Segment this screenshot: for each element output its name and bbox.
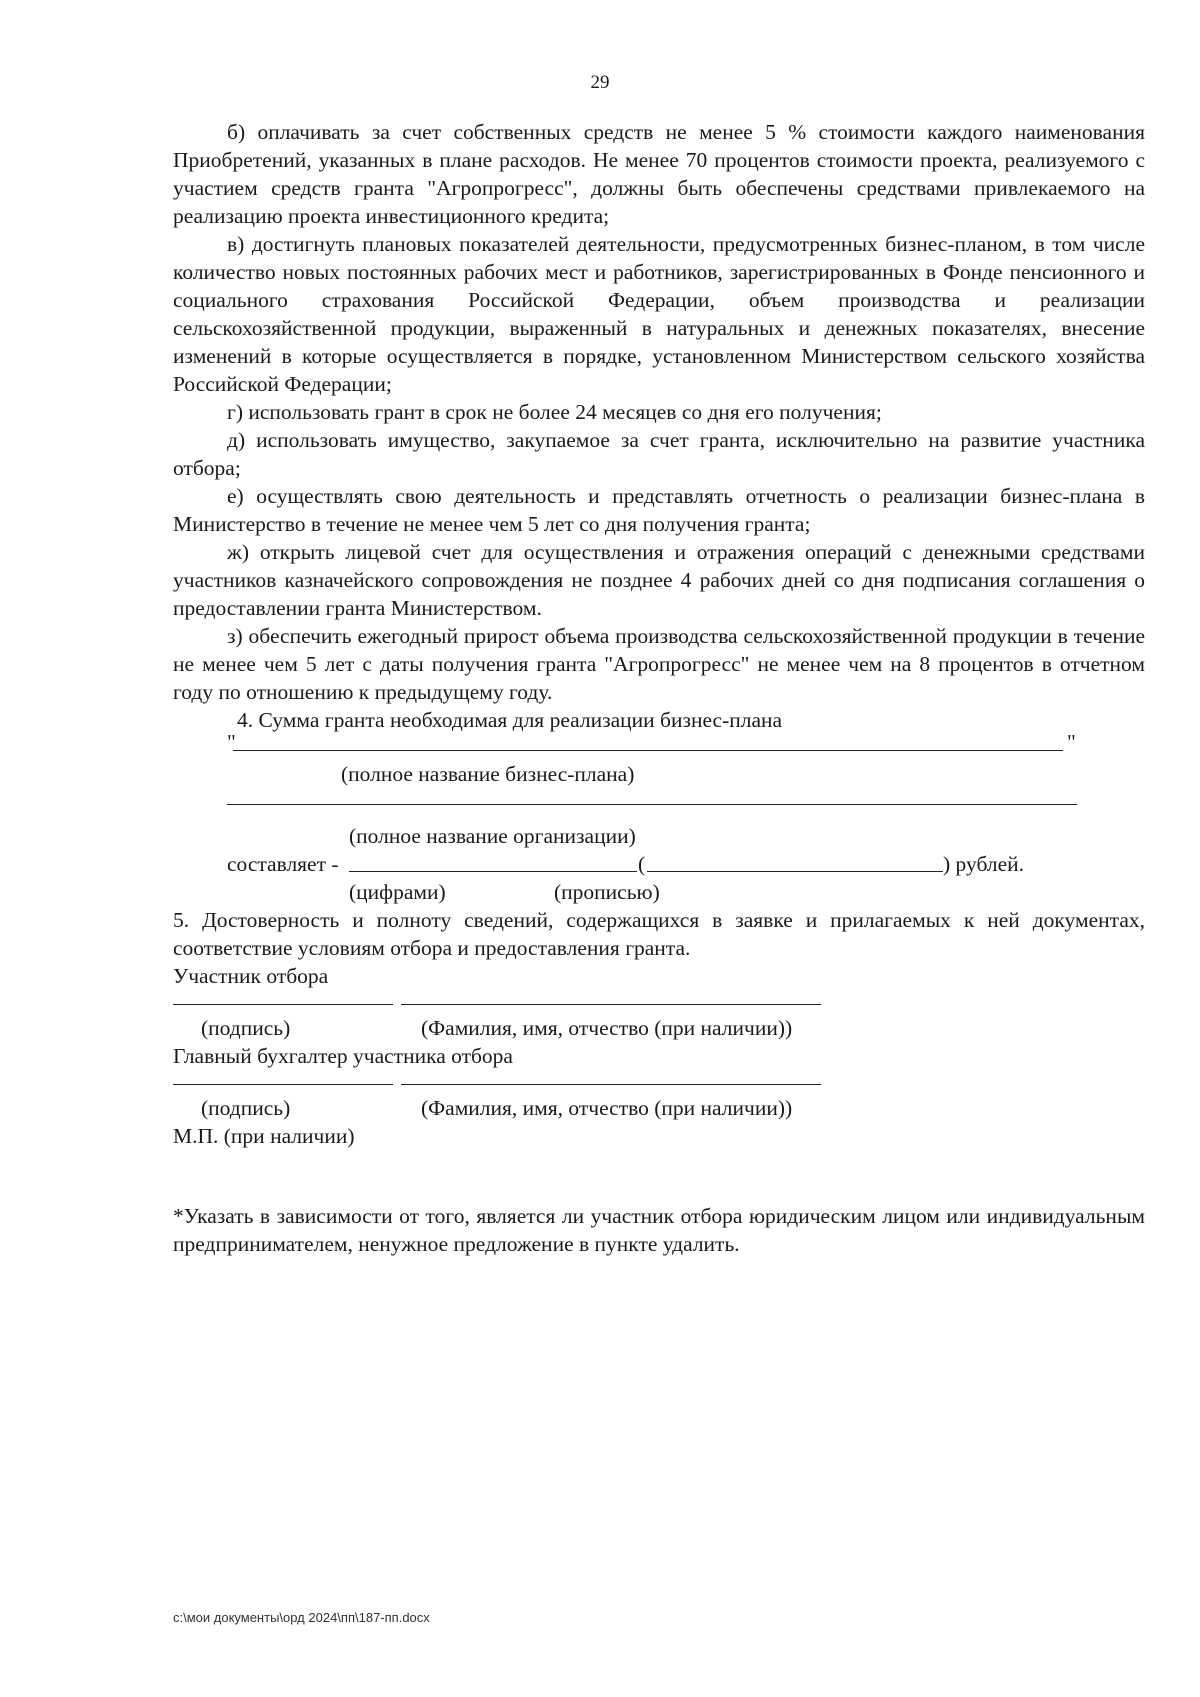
accountant-name-caption: (Фамилия, имя, отчество (при наличии)) [421,1096,793,1120]
amount-caption-row [173,878,1145,906]
participant-signature-line [173,1004,393,1005]
amount-suffix: ) рублей. [943,852,1025,876]
amount-words-line [647,871,943,872]
org-name-field [173,796,1145,822]
org-name-caption: (полное название организации) [349,824,636,848]
accountant-captions-row [173,1094,1145,1122]
paragraph-zh: ж) открыть лицевой счет для осуществления и отражения операций с денежными средствами участников казначейского сопровождения не позднее 4 рабочих дней со дня подписания соглашения о предоставлении гранта Министерством. [173,540,1145,620]
paragraph-b: б) оплачивать за счет собственных средств не менее 5 % стоимости каждого наименования Приобретений, указанных в плане расходов. Не менее 70 процентов стоимости проекта, реализуемого с участием средств гранта "Агропрогресс", должны быть обеспечены средствами привлекаемого на реализацию проекта инвестиционного кредита; [173,120,1145,228]
item4-heading: 4. Сумма гранта необходимая для реализации бизнес-плана [237,708,783,732]
accountant-label-row [173,1042,1145,1070]
accountant-sign-lines [173,1070,1145,1094]
paragraph-v: в) достигнуть плановых показателей деятельности, предусмотренных бизнес-планом, в том числе количество новых постоянных рабочих мест и работников, зарегистрированных в Фонде пенсионного и социального страхования Российской Федерации, объем производства и реализации сельскохозяйственной продукции, выраженный в натуральных и денежных показателях, внесение изменений в которые осуществляется в порядке, установленном Министерством сельского хозяйства Российской Федерации; [173,232,1145,396]
footer-file-path: c:\мои документы\орд 2024\пп\187-пп.docx [173,1610,430,1625]
amount-prefix: составляет - [227,852,339,876]
paragraph-z: з) обеспечить ежегодный прирост объема производства сельскохозяйственной продукции в течение не менее чем 5 лет с даты получения гранта "Агропрогресс" не менее чем на 8 процентов в отчетном году по отношению к предыдущему году. [173,624,1145,704]
plan-caption-row [173,760,1145,796]
words-caption: (прописью) [554,880,660,904]
stamp-row [173,1122,1145,1202]
stamp-label: М.П. (при наличии) [173,1124,355,1148]
participant-name-line [401,1004,821,1005]
footnote: *Указать в зависимости от того, является ли участник отбора юридическим лицом или индивидуальным предпринимателем, ненужное предложение в пункте удалить. [173,1204,1145,1256]
plan-name-line [233,750,1063,751]
document-body [173,118,1145,1258]
paragraph-g: г) использовать грант в срок не более 24 месяцев со дня его получения; [227,400,882,424]
plan-name-caption: (полное название бизнес-плана) [341,762,635,786]
page-number: 29 [590,72,610,93]
plan-name-field [173,730,1145,760]
quote-open: " [227,730,236,754]
accountant-label: Главный бухгалтер участника отбора [173,1044,513,1068]
paragraph-e: е) осуществлять свою деятельность и представлять отчетность о реализации бизнес-плана в Министерство в течение не менее чем 5 лет со дня получения гранта; [173,484,1145,536]
quote-close: " [1067,730,1076,754]
digits-caption: (цифрами) [349,880,446,904]
item5-text: 5. Достоверность и полноту сведений, содержащихся в заявке и прилагаемых к ней документах, соответствие условиям отбора и предоставления гранта. [173,908,1145,960]
accountant-signature-line [173,1084,393,1085]
item4-heading-row [173,706,1145,734]
amount-row [173,850,1145,878]
participant-captions-row [173,1014,1145,1042]
paragraph-d: д) использовать имущество, закупаемое за счет гранта, исключительно на развитие участника отбора; [173,428,1145,480]
org-name-line [227,804,1077,805]
participant-label: Участник отбора [173,964,329,988]
accountant-name-line [401,1084,821,1085]
paren-open: ( [638,852,646,876]
org-caption-row [173,822,1145,850]
accountant-signature-caption: (подпись) [201,1096,291,1120]
participant-label-row [173,962,1145,990]
participant-sign-lines [173,990,1145,1014]
amount-digits-line [349,871,637,872]
participant-signature-caption: (подпись) [201,1016,291,1040]
participant-name-caption: (Фамилия, имя, отчество (при наличии)) [421,1016,793,1040]
